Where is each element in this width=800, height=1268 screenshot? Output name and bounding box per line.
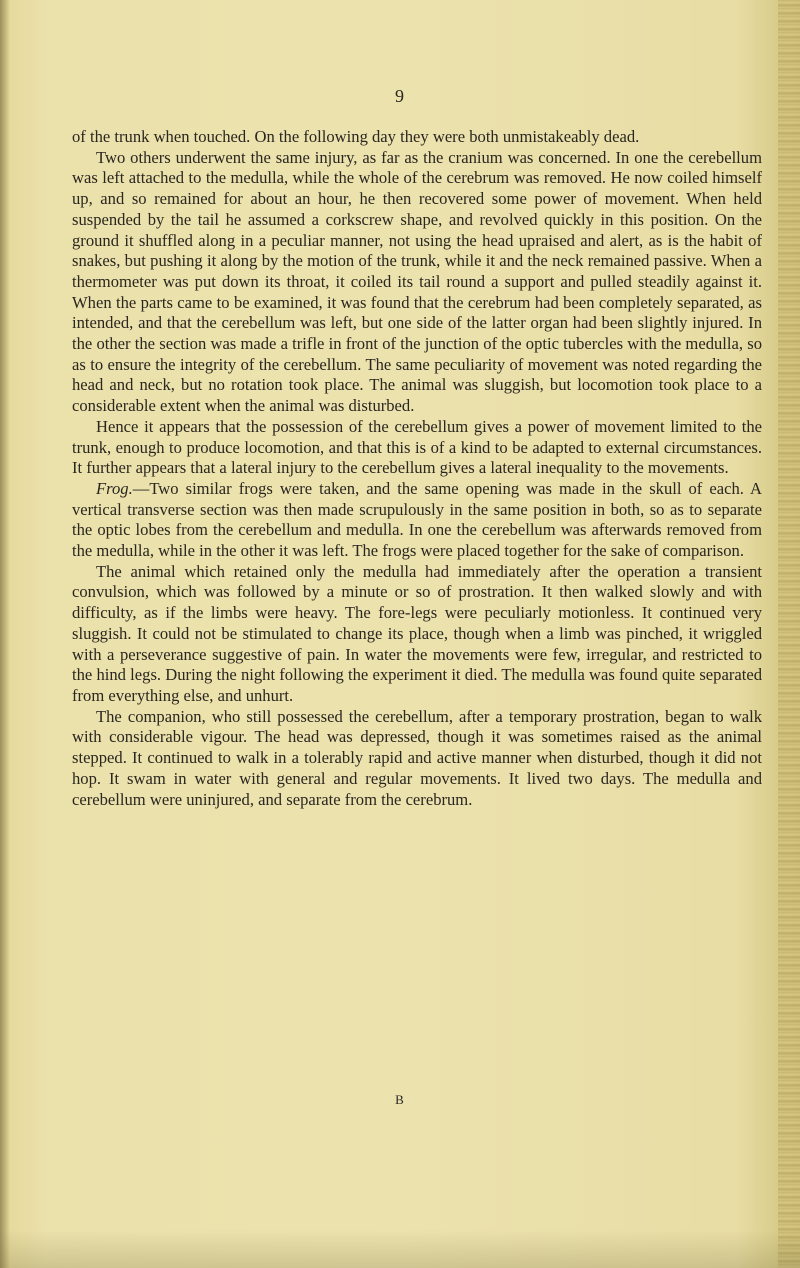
page-number: 9 bbox=[395, 86, 405, 106]
paragraph: The animal which retained only the medulla had immediately after the operation a transient convulsion, which was followed by a minute or so of prostration. It then walked slowly and with difficulty, as if the limbs were heavy. The fore-legs were peculiarly motionless. It continued very sluggish. It could not be stimulated to change its place, though when a limb was pinched, it wriggled with a perseverance suggestive of pain. In water the movements were few, irregular, and restricted to the hind legs. During the night following the experiment it died. The medulla was found quite separated from everything else, and unhurt. bbox=[72, 561, 762, 705]
paragraph: Two others underwent the same injury, as far as the cranium was concerned. In one the cerebellum was left attached to the medulla, while the whole of the cerebrum was removed. He now coiled himself up, and so remained for about an hour, he then recovered some power of movement. When held suspended by the tail he assumed a corkscrew shape, and revolved quickly in this position. On the ground it shuffled along in a peculiar manner, not using the head upraised and alert, as is the habit of snakes, but pushing it along by the motion of the trunk, while it and the neck remained passive. When a thermometer was put down its throat, it coiled its tail round a support and pulled steadily against it. When the parts came to be examined, it was found that the cerebrum had been completely separated, as intended, and that the cerebellum was left, but one side of the latter organ had been slightly injured. In the other the section was made a trifle in front of the junction of the optic tubercles with the medulla, so as to ensure the integrity of the cerebellum. The same peculiarity of movement was noted regarding the head and neck, but no rotation took place. The animal was sluggish, but locomotion took place to a considerable extent when the animal was disturbed. bbox=[72, 147, 762, 416]
section-label: Frog. bbox=[96, 478, 133, 498]
body-text bbox=[72, 127, 762, 810]
paragraph: The companion, who still possessed the cerebellum, after a temporary prostration, began to walk with considerable vigour. The head was depressed, though it was sometimes raised as the animal stepped. It continued to walk in a tolerably rapid and active manner when disturbed, though it did not hop. It swam in water with general and regular movements. It lived two days. The medulla and cerebellum were uninjured, and separate from the cerebrum. bbox=[72, 706, 762, 809]
page-bottom-shadow bbox=[0, 1230, 800, 1268]
paragraph: Hence it appears that the possession of the cerebellum gives a power of movement limited to the trunk, enough to produce locomotion, and that this is of a kind to be adapted to external circumstances. It further appears that a lateral injury to the cerebellum gives a lateral inequality to the movements. bbox=[72, 416, 762, 478]
page-edge-stack bbox=[778, 0, 800, 1268]
paragraph bbox=[72, 479, 762, 562]
paragraph-text: —Two similar frogs were taken, and the same opening was made in the skull of each. A vertical transverse section was then made scrupulously in the same position in both, so as to separate the optic lobes from the cerebellum and medulla. In one the cerebellum was afterwards removed from the medulla, while in the other it was left. The frogs were placed together for the sake of comparison. bbox=[72, 478, 762, 561]
paragraph: of the trunk when touched. On the following day they were both unmistakeably dead. bbox=[72, 127, 640, 146]
signature-mark: B bbox=[395, 1092, 405, 1107]
page-gutter-shadow bbox=[0, 0, 10, 1268]
